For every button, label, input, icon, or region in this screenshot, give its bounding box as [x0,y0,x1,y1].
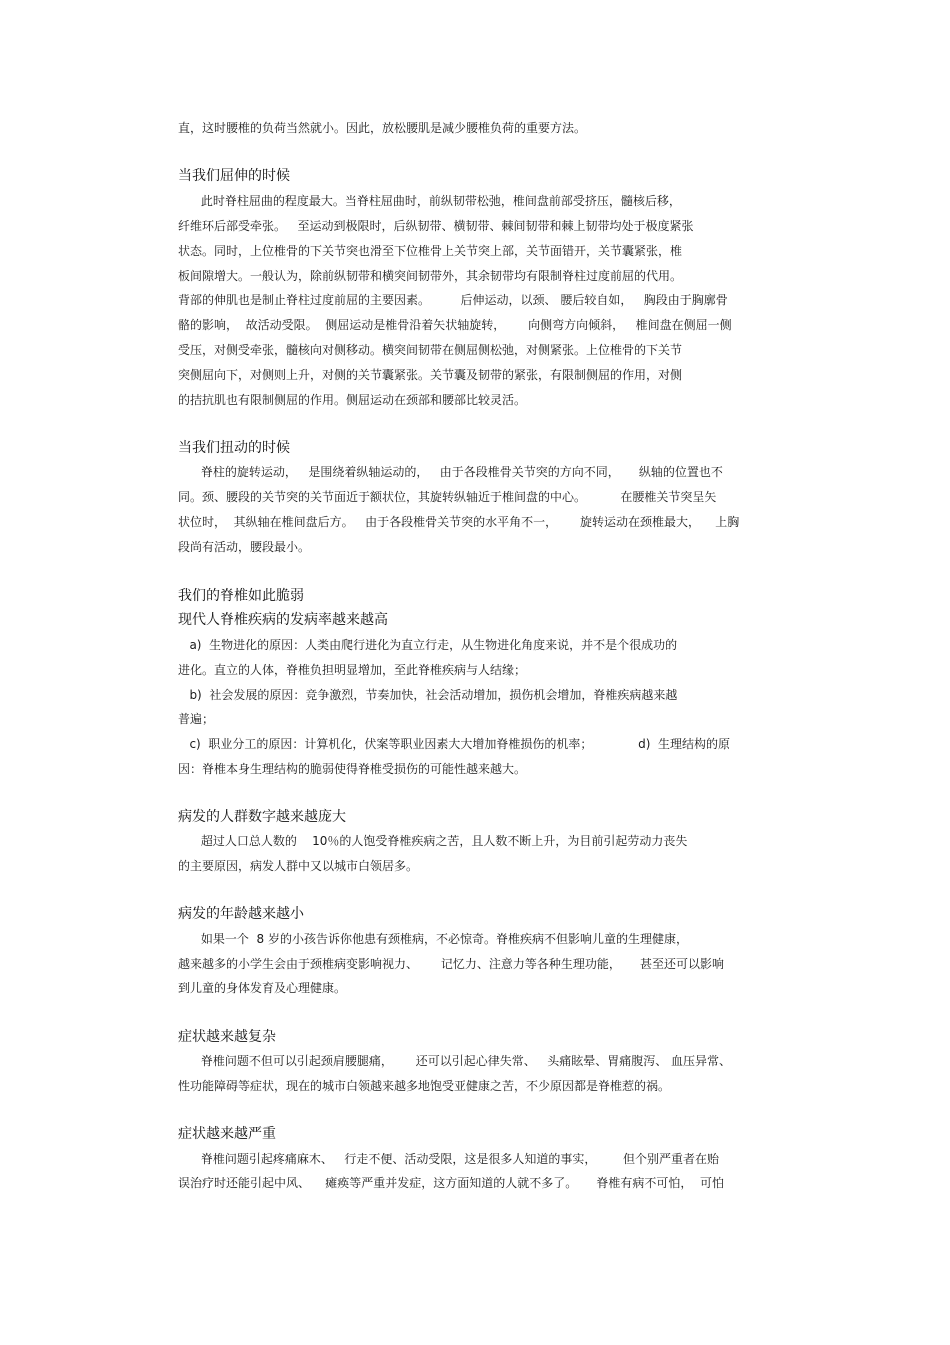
paragraph-line: 的拮抗肌也有限制侧屈的作用。侧屈运动在颈部和腰部比较灵活。 [178,393,527,407]
paragraph-line: 背部的伸肌也是制止脊柱过度前屈的主要因素。 后伸运动，以颈、 腰后较自如， 胸段由于胸廓骨 [178,293,728,307]
paragraph-line: 骼的影响， 故活动受限。 侧屈运动是椎骨沿着矢状轴旋转， 向侧弯方向倾斜， 椎间盘在侧屈一侧 [178,318,732,332]
section-heading-complex: 症状越来越复杂 [178,1029,276,1045]
paragraph-line: 同。颈、腰段的关节突的关节面近于额状位，其旋转纵轴近于椎间盘的中心。 在腰椎关节突呈矢 [178,490,717,504]
list-item-line: c) 职业分工的原因：计算机化，伏案等职业因素大大增加脊椎损伤的机率； d) 生理结构的原 [178,737,731,751]
section-heading-fragile: 我们的脊椎如此脆弱 [178,588,304,604]
paragraph-line: 性功能障碍等症状，现在的城市白领越来越多地饱受亚健康之苦，不少原因都是脊椎惹的祸。 [178,1079,671,1093]
paragraph-line: 超过人口总人数的 10％的人饱受脊椎疾病之苦，且人数不断上升，为目前引起劳动力丧失 [178,834,688,848]
list-item-line: 普遍； [178,712,215,726]
list-item-line: b) 社会发展的原因：竞争激烈，节奏加快，社会活动增加，损伤机会增加，脊椎疾病越来越 [178,688,678,702]
paragraph-line: 如果一个 8 岁的小孩告诉你他患有颈椎病，不必惊奇。脊椎疾病不但影响儿童的生理健康， [178,932,688,946]
paragraph-line: 到儿童的身体发育及心理健康。 [178,981,347,995]
section-heading-population: 病发的人群数字越来越庞大 [178,809,346,825]
section-heading-severe: 症状越来越严重 [178,1126,276,1142]
paragraph-line: 脊椎问题不但可以引起颈肩腰腿痛， 还可以引起心律失常、 头痛眩晕、胃痛腹泻、 血压异常、 [178,1054,732,1068]
paragraph-line: 纤维环后部受牵张。 至运动到极限时，后纵韧带、横韧带、棘间韧带和棘上韧带均处于极度紧张 [178,219,694,233]
list-item-line: 因：脊椎本身生理结构的脆弱使得脊椎受损伤的可能性越来越大。 [178,762,527,776]
paragraph-line: 板间隙增大。一般认为，除前纵韧带和横突间韧带外，其余韧带均有限制脊柱过度前屈的代用。 [178,269,683,283]
section-subheading-incidence: 现代人脊椎疾病的发病率越来越高 [178,612,388,628]
section-heading-flexion: 当我们屈伸的时候 [178,168,290,184]
section-heading-twist: 当我们扭动的时候 [178,440,290,456]
section-heading-age: 病发的年龄越来越小 [178,906,304,922]
paragraph-line: 状态。同时，上位椎骨的下关节突也滑至下位椎骨上关节突上部，关节面错开，关节囊紧张，椎 [178,244,683,258]
list-item-line: 进化。直立的人体，脊椎负担明显增加，至此脊椎疾病与人结缘； [178,663,527,677]
paragraph-line: 越来越多的小学生会由于颈椎病变影响视力、 记忆力、注意力等各种生理功能， 甚至还可以影响 [178,957,724,971]
paragraph-line: 脊柱的旋转运动， 是围绕着纵轴运动的， 由于各段椎骨关节突的方向不同， 纵轴的位置也不 [178,465,723,479]
paragraph-line: 段尚有活动，腰段最小。 [178,540,311,554]
paragraph-line: 的主要原因，病发人群中又以城市白领居多。 [178,859,419,873]
paragraph-line: 受压，对侧受牵张，髓核向对侧移动。横突间韧带在侧屈侧松弛，对侧紧张。上位椎骨的下关节 [178,343,683,357]
paragraph-line: 此时脊柱屈曲的程度最大。当脊柱屈曲时，前纵韧带松弛，椎间盘前部受挤压，髓核后移， [178,194,681,208]
list-item-line: a) 生物进化的原因：人类由爬行进化为直立行走，从生物进化角度来说，并不是个很成功的 [178,638,678,652]
intro-line: 直，这时腰椎的负荷当然就小。因此，放松腰肌是减少腰椎负荷的重要方法。 [178,121,587,135]
paragraph-line: 突侧屈向下，对侧则上升，对侧的关节囊紧张。关节囊及韧带的紧张，有限制侧屈的作用，对侧 [178,368,683,382]
paragraph-line: 脊椎问题引起疼痛麻木、 行走不便、活动受限，这是很多人知道的事实， 但个别严重者在贻 [178,1152,720,1166]
paragraph-line: 误治疗时还能引起中风、 瘫痪等严重并发症，这方面知道的人就不多了。 脊椎有病不可怕， 可怕 [178,1176,724,1190]
paragraph-line: 状位时， 其纵轴在椎间盘后方。 由于各段椎骨关节突的水平角不一， 旋转运动在颈椎最大， 上胸 [178,515,740,529]
